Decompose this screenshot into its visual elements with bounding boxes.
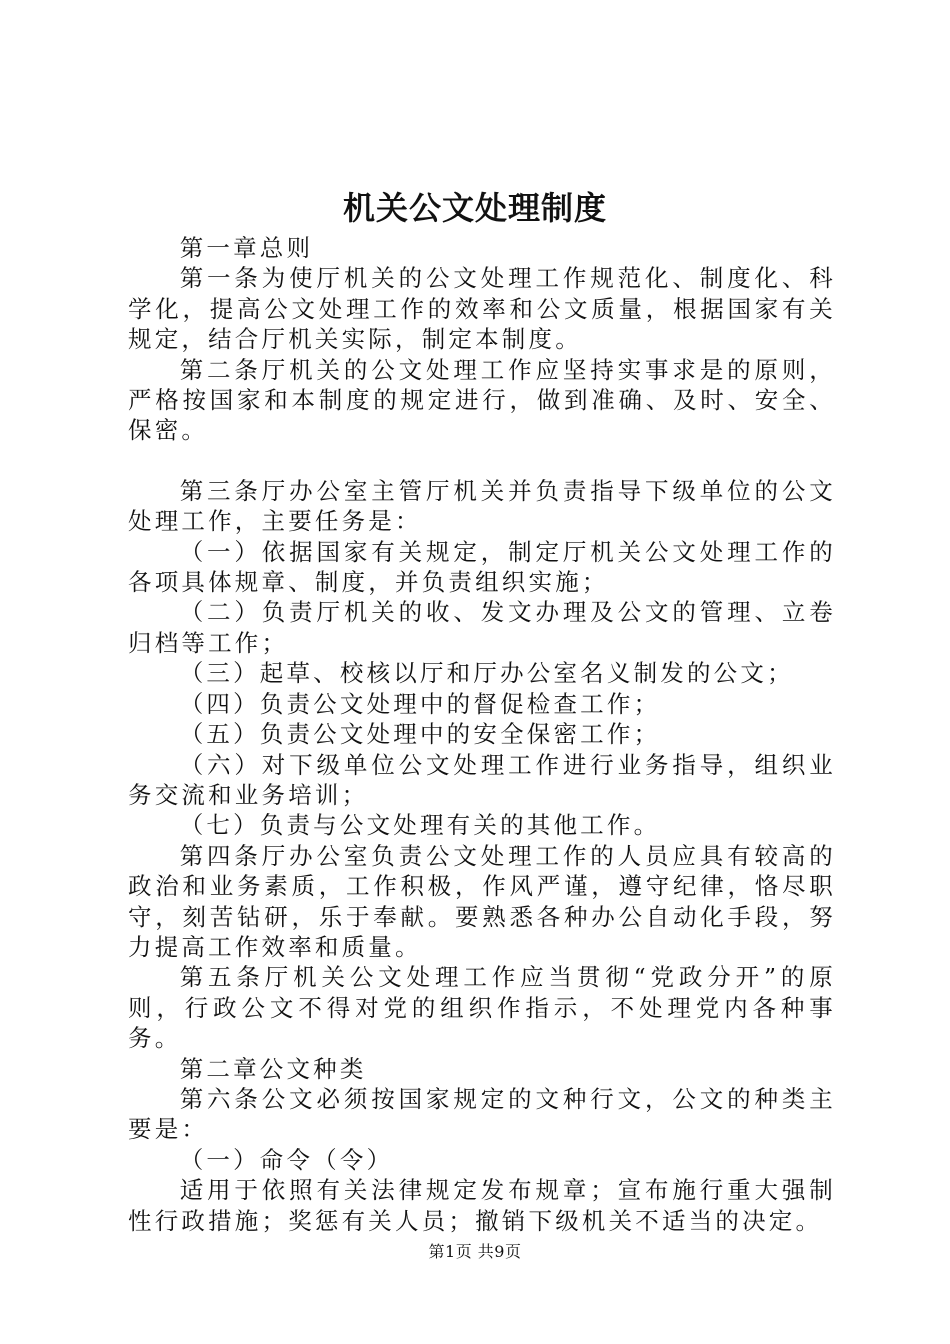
list-item: （六）对下级单位公文处理工作进行业务指导，组织业务交流和业务培训；	[128, 750, 836, 809]
list-item: （五）负责公文处理中的安全保密工作；	[179, 720, 661, 749]
chapter-heading: 第一章总则	[179, 234, 314, 262]
document-body	[128, 233, 836, 1236]
article-paragraph: 第六条公文必须按国家规定的文种行文，公文的种类主要是：	[128, 1084, 836, 1144]
article-paragraph: 适用于依照有关法律规定发布规章；宣布施行重大强制性行政措施；奖惩有关人员；撤销下级机关不适当的决定。	[128, 1176, 836, 1235]
article-paragraph: 第二条厅机关的公文处理工作应坚持实事求是的原则，严格按国家和本制度的规定进行，做到准确、及时、安全、保密。	[128, 355, 836, 445]
article-paragraph: 第三条厅办公室主管厅机关并负责指导下级单位的公文处理工作，主要任务是：	[128, 476, 836, 536]
article-paragraph: 第四条厅办公室负责公文处理工作的人员应具有较高的政治和业务素质，工作积极，作风严谨，遵守纪律，恪尽职守，刻苦钻研，乐于奉献。要熟悉各种办公自动化手段，努力提高工作效率和质量。	[128, 841, 836, 961]
article-paragraph: 第一条为使厅机关的公文处理工作规范化、制度化、科学化，提高公文处理工作的效率和公文质量，根据国家有关规定，结合厅机关实际，制定本制度。	[128, 264, 836, 354]
list-item: （七）负责与公文处理有关的其他工作。	[179, 811, 661, 840]
list-item: （三）起草、校核以厅和厅办公室名义制发的公文；	[179, 659, 794, 688]
list-item: （一）命令（令）	[179, 1145, 394, 1174]
list-item: （四）负责公文处理中的督促检查工作；	[179, 689, 661, 718]
list-item: （二）负责厅机关的收、发文办理及公文的管理、立卷归档等工作；	[128, 598, 836, 657]
article-paragraph: 第五条厅机关公文处理工作应当贯彻“党政分开”的原则，行政公文不得对党的组织作指示，不处理党内各种事务。	[128, 963, 836, 1053]
list-item: （一）依据国家有关规定，制定厅机关公文处理工作的各项具体规章、制度，并负责组织实施；	[128, 537, 836, 597]
page-number-footer: 第1页 共9页	[428, 1242, 522, 1261]
chapter-heading: 第二章公文种类	[179, 1054, 367, 1083]
document-title: 机关公文处理制度	[342, 189, 607, 227]
